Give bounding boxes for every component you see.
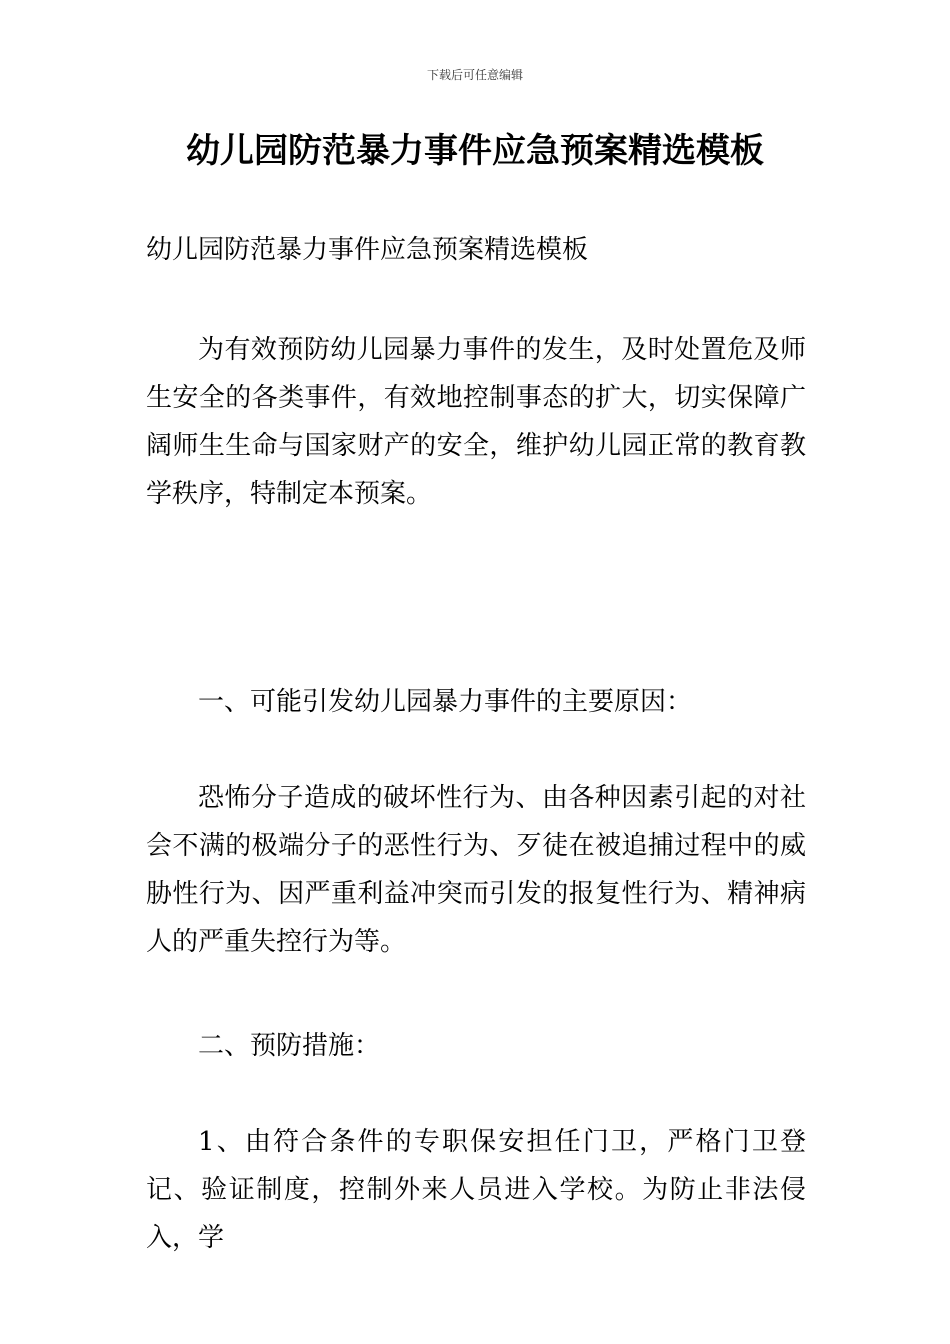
header-note: 下载后可任意编辑: [426, 68, 523, 82]
intro-paragraph: 为有效预防幼儿园暴力事件的发生，及时处置危及师生安全的各类事件，有效地控制事态的扩大，切实保障广阔师生生命与国家财产的安全，维护幼儿园正常的教育教学秩序，特制定本预案。: [146, 335, 806, 509]
section2-item1: 1、由符合条件的专职保安担任门卫，严格门卫登记、验证制度，控制外来人员进入学校。为防止非法侵入，学: [146, 1127, 806, 1253]
section2-heading: 二、预防措施：: [198, 1031, 381, 1061]
section1-body: 恐怖分子造成的破坏性行为、由各种因素引起的对社会不满的极端分子的恶性行为、歹徒在被追捕过程中的威胁性行为、因严重利益冲突而引发的报复性行为、精神病人的严重失控行为等。: [146, 783, 806, 957]
document-title: 幼儿园防范暴力事件应急预案精选模板: [186, 131, 764, 171]
section2-item1-container: [146, 1118, 806, 1253]
document-subtitle: 幼儿园防范暴力事件应急预案精选模板: [146, 235, 589, 265]
section1-heading: 一、可能引发幼儿园暴力事件的主要原因：: [198, 687, 693, 717]
